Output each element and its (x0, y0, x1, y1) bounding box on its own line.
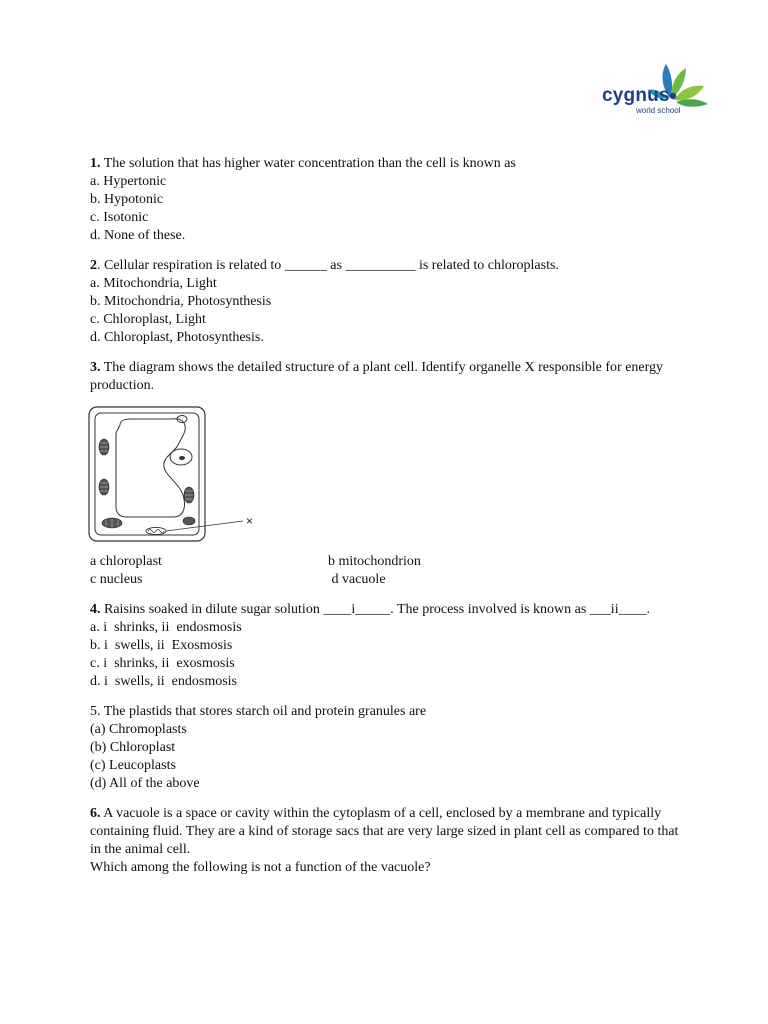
question-text: The plastids that stores starch oil and protein granules are (103, 704, 427, 719)
option-a: a chloroplast (90, 554, 162, 569)
option-d: d vacuole (328, 572, 386, 587)
question-text: The solution that has higher water concentration than the cell is known as (103, 156, 516, 171)
question-6 (90, 805, 690, 877)
option-c: c. Chloroplast, Light (90, 312, 206, 327)
option-c: c. Isotonic (90, 210, 149, 225)
option-b: b. Mitochondria, Photosynthesis (90, 294, 272, 309)
logo-wordmark: cygnus (602, 85, 670, 106)
question-text: Raisins soaked in dilute sugar solution ____i_____. The process involved is known as ___ii____. (104, 602, 651, 617)
option-a: (a) Chromoplasts (90, 722, 187, 737)
plant-cell-diagram (86, 405, 266, 545)
question-5 (90, 703, 690, 793)
option-a: a. Mitochondria, Light (90, 276, 217, 291)
logo-subtitle: world school (636, 106, 681, 115)
option-a: a. i shrinks, ii endosmosis (90, 620, 242, 635)
question-number: 5. (90, 704, 101, 719)
option-d: d. None of these. (90, 228, 186, 243)
option-c: (c) Leucoplasts (90, 758, 176, 773)
option-d: d. i swells, ii endosmosis (90, 674, 238, 689)
question-number: 4. (90, 602, 101, 617)
question-1 (90, 155, 690, 245)
question-text: A vacuole is a space or cavity within the cytoplasm of a cell, enclosed by a membrane and typically containing fluid. They are a kind of storage sacs that are very large sized in plant cell as compared to that in the animal cell. (90, 806, 679, 857)
option-b: b mitochondrion (328, 554, 421, 569)
question-4 (90, 601, 690, 691)
option-a: a. Hypertonic (90, 174, 167, 189)
question-text: The diagram shows the detailed structure of a plant cell. Identify organelle X responsible for energy production. (90, 360, 664, 393)
question-3 (90, 359, 690, 589)
question-prompt: Which among the following is not a function of the vacuole? (90, 860, 431, 875)
option-d: (d) All of the above (90, 776, 200, 791)
question-number: 2 (90, 258, 97, 273)
option-c: c. i shrinks, ii exosmosis (90, 656, 235, 671)
option-b: (b) Chloroplast (90, 740, 176, 755)
options-grid (90, 553, 690, 589)
option-d: d. Chloroplast, Photosynthesis. (90, 330, 264, 345)
question-number: 3. (90, 360, 101, 375)
label-x: × (246, 514, 254, 528)
option-c: c nucleus (90, 572, 143, 587)
question-2 (90, 257, 690, 347)
school-logo (600, 60, 715, 120)
option-b: b. i swells, ii Exosmosis (90, 638, 233, 653)
question-number: 1. (90, 156, 101, 171)
questions-list (90, 155, 690, 889)
question-number: 6. (90, 806, 101, 821)
question-text: . Cellular respiration is related to ______ as __________ is related to chloroplasts. (97, 258, 559, 273)
option-b: b. Hypotonic (90, 192, 164, 207)
